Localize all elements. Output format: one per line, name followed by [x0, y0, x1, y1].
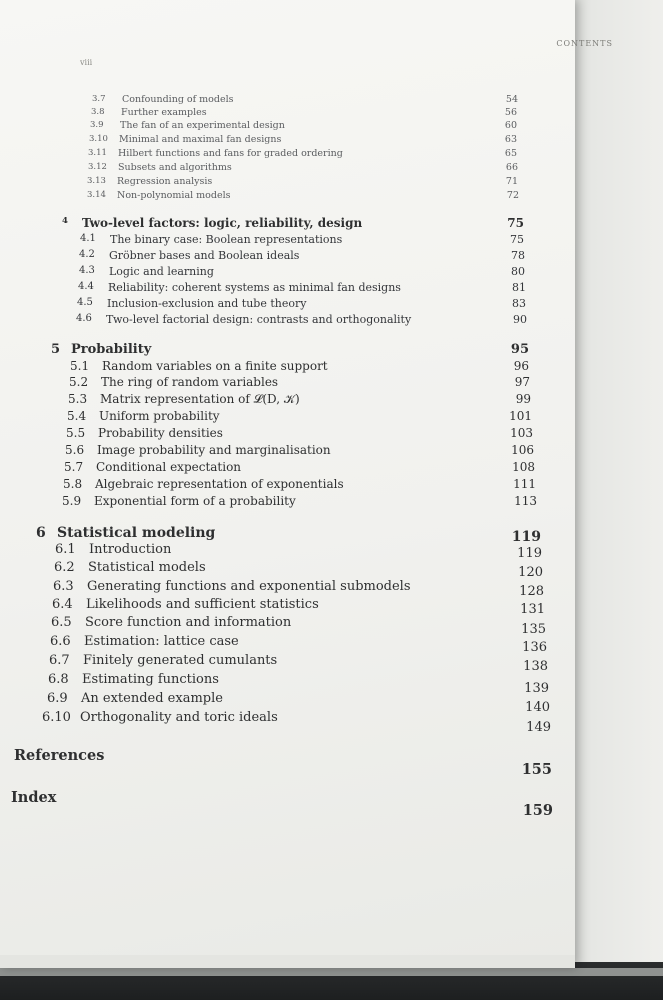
page-number: 72: [506, 190, 519, 201]
section-title: Algebraic representation of exponentials: [95, 477, 344, 491]
page-number: 119: [517, 546, 542, 561]
page-number: 131: [520, 602, 545, 617]
toc-entry[interactable]: [64, 460, 535, 476]
toc-chapter-5[interactable]: [51, 342, 529, 358]
section-title: The binary case: Boolean representations: [110, 233, 343, 246]
section-title: The fan of an experimental design: [120, 120, 285, 131]
section-number: 6.9: [47, 691, 68, 706]
page-number: 128: [519, 584, 544, 599]
section-title: Matrix representation of 𝓛(D, 𝒦): [100, 392, 300, 406]
section-title: An extended example: [81, 691, 223, 706]
section-number: 6.2: [54, 560, 75, 575]
toc-entry[interactable]: [53, 579, 544, 599]
page-number: 56: [504, 107, 517, 118]
page-number: 119: [511, 529, 541, 545]
page-number: 78: [511, 249, 525, 262]
section-title: Non-polynomial models: [117, 190, 231, 201]
section-title: Statistical models: [88, 560, 206, 575]
page-number: 139: [524, 681, 549, 696]
toc-entry[interactable]: [47, 691, 550, 715]
section-title: Finitely generated cumulants: [83, 653, 278, 668]
toc-references[interactable]: [14, 747, 552, 777]
chapter-number: 5: [51, 342, 61, 357]
section-number: 5.1: [70, 359, 90, 373]
section-number: 6.7: [49, 653, 70, 668]
toc-entry[interactable]: [49, 653, 548, 674]
page-number: 63: [504, 134, 517, 145]
toc-entry[interactable]: [63, 477, 536, 493]
section-title: Likelihoods and sufficient statistics: [86, 597, 319, 612]
page-number: 136: [522, 640, 547, 655]
toc-entry[interactable]: [78, 281, 526, 297]
toc-chapter-4[interactable]: [62, 216, 524, 232]
page-number: 75: [507, 216, 524, 230]
section-number: 5.8: [63, 477, 83, 491]
section-title: Reliability: coherent systems as minimal fan designs: [108, 281, 401, 294]
page-number: 96: [513, 359, 529, 373]
section-title: Logic and learning: [109, 265, 214, 278]
page-number: 101: [509, 409, 532, 423]
section-number: 5.3: [68, 392, 88, 406]
toc-entry[interactable]: [69, 375, 530, 391]
backmatter-title: Index: [11, 789, 57, 806]
toc-index[interactable]: [11, 789, 553, 819]
section-title: Inclusion-exclusion and tube theory: [107, 297, 307, 310]
chapter-title: Statistical modeling: [57, 525, 216, 541]
page-folio: viii: [80, 58, 93, 67]
section-title: Gröbner bases and Boolean ideals: [109, 249, 300, 262]
toc-entry[interactable]: [55, 542, 542, 561]
section-title: Two-level factorial design: contrasts and orthogonality: [106, 313, 412, 326]
page-number: 99: [515, 392, 531, 406]
section-number: 3.14: [87, 190, 106, 200]
section-title: Probability densities: [98, 426, 223, 440]
page-number: 149: [526, 720, 551, 735]
section-number: 6.8: [48, 672, 69, 687]
toc-entry[interactable]: [80, 233, 524, 249]
page-number: 120: [518, 565, 543, 580]
toc-entry[interactable]: [62, 494, 537, 510]
section-title: Orthogonality and toric ideals: [80, 710, 278, 725]
page-number: 138: [523, 659, 548, 674]
section-number: 3.7: [92, 94, 106, 104]
page-bottom-shadow: [0, 955, 575, 968]
toc-entry[interactable]: [67, 409, 532, 425]
chapter-title: Probability: [71, 342, 152, 357]
section-title: Further examples: [121, 107, 207, 118]
page-number: 71: [505, 176, 518, 187]
toc-entry[interactable]: [77, 297, 526, 313]
page-number: 95: [510, 342, 529, 357]
page-number: 103: [510, 426, 533, 440]
section-title: Image probability and marginalisation: [97, 443, 331, 457]
toc-entry[interactable]: [76, 313, 527, 329]
section-title: Conditional expectation: [96, 460, 242, 474]
section-number: 6.3: [53, 579, 74, 594]
chapter-number: 6: [36, 525, 46, 541]
section-number: 3.9: [90, 120, 104, 130]
toc-entry[interactable]: [66, 426, 533, 442]
toc-entry[interactable]: [42, 710, 551, 735]
page-number: 81: [512, 281, 526, 294]
section-number: 3.8: [91, 107, 105, 117]
section-number: 6.4: [52, 597, 73, 612]
section-number: 4.3: [79, 265, 95, 276]
facing-page: [560, 0, 663, 980]
toc-entry[interactable]: [54, 560, 543, 580]
toc-entry[interactable]: [65, 443, 534, 459]
section-title: Uniform probability: [99, 409, 220, 423]
section-number: 3.10: [89, 134, 108, 144]
section-title: Minimal and maximal fan designs: [119, 134, 282, 145]
section-title: The ring of random variables: [101, 375, 279, 389]
page-number: 155: [521, 761, 552, 778]
page-number: 66: [505, 162, 518, 173]
section-number: 6.5: [51, 615, 72, 630]
page-number: 111: [513, 477, 536, 491]
section-title: Exponential form of a probability: [94, 494, 296, 508]
section-title: Hilbert functions and fans for graded ordering: [118, 148, 343, 159]
running-head: CONTENTS: [556, 39, 613, 48]
page-number: 113: [514, 494, 537, 508]
section-title: Generating functions and exponential submodels: [87, 579, 411, 594]
section-title: Introduction: [89, 542, 172, 557]
section-number: 4.4: [78, 281, 94, 292]
section-number: 4.1: [80, 233, 96, 244]
page-number: 60: [504, 120, 517, 131]
section-number: 5.4: [67, 409, 87, 423]
toc-entry[interactable]: [79, 249, 525, 265]
section-number: 4.6: [76, 313, 92, 324]
section-number: 5.9: [62, 494, 82, 508]
toc-entry[interactable]: [52, 597, 545, 617]
section-number: 4.2: [79, 249, 95, 260]
section-title: Score function and information: [85, 615, 292, 630]
section-number: 3.13: [87, 176, 106, 186]
toc-entry[interactable]: [79, 265, 525, 281]
toc-entry[interactable]: [87, 190, 519, 206]
page-number: 159: [522, 802, 553, 819]
backmatter-title: References: [14, 747, 105, 764]
page-number: 97: [514, 375, 530, 389]
page-number: 135: [521, 622, 546, 637]
section-number: 6.1: [55, 542, 76, 557]
page-number: 54: [505, 94, 518, 105]
section-number: 5.2: [69, 375, 89, 389]
page-number: 65: [504, 148, 517, 159]
page-number: 80: [511, 265, 525, 278]
toc-entry[interactable]: [68, 392, 531, 408]
toc-entry[interactable]: [70, 359, 529, 375]
toc-entry[interactable]: [48, 672, 549, 696]
section-number: 4.5: [77, 297, 93, 308]
section-number: 3.11: [88, 148, 107, 158]
section-title: Regression analysis: [117, 176, 213, 187]
chapter-title: Two-level factors: logic, reliability, design: [82, 216, 363, 230]
section-number: 5.6: [65, 443, 85, 457]
section-title: Estimating functions: [82, 672, 219, 687]
page-number: 90: [513, 313, 527, 326]
page-number: 108: [512, 460, 535, 474]
page-number: 106: [511, 443, 534, 457]
section-number: 5.7: [64, 460, 84, 474]
section-number: 6.6: [50, 634, 71, 649]
section-title: Estimation: lattice case: [84, 634, 239, 649]
chapter-number: 4: [62, 216, 68, 226]
section-title: Random variables on a finite support: [102, 359, 328, 373]
toc-entry[interactable]: [50, 634, 547, 655]
section-number: 5.5: [66, 426, 86, 440]
page-number: 75: [510, 233, 524, 246]
section-title: Confounding of models: [122, 94, 234, 105]
section-number: 6.10: [42, 710, 71, 725]
toc-chapter-6[interactable]: [36, 525, 541, 545]
toc-entry[interactable]: [51, 615, 546, 637]
page-number: 140: [525, 700, 550, 715]
section-title: Subsets and algorithms: [118, 162, 232, 173]
page-edge-highlight: [0, 968, 663, 976]
page-number: 83: [512, 297, 526, 310]
section-number: 3.12: [88, 162, 107, 172]
